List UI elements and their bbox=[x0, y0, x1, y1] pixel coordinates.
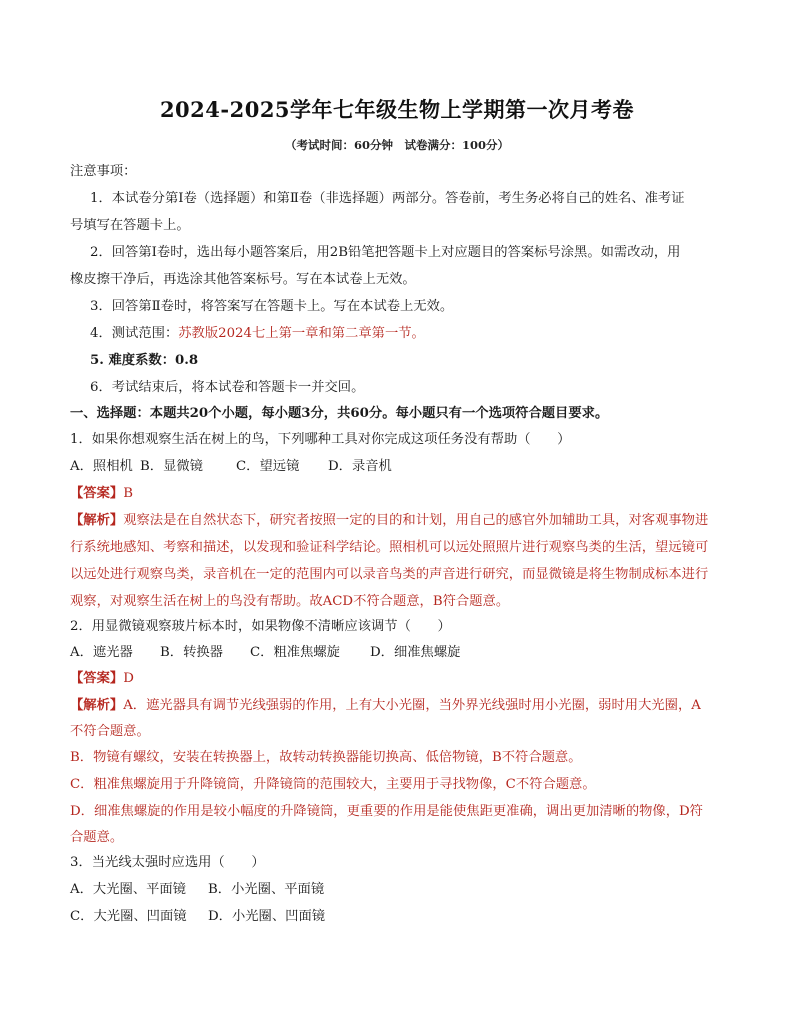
question-2-analysis-line-5: D．细准焦螺旋的作用是较小幅度的升降镜筒，更重要的作用是能使焦距更准确，调出更加清晰的物像，D符 bbox=[70, 804, 703, 819]
answer-tag: 【答案】 bbox=[70, 671, 124, 686]
question-1-analysis-line-4: 观察，对观察生活在树上的鸟没有帮助。故ACD不符合题意，B符合题意。 bbox=[70, 594, 510, 609]
option-a: A．遮光器 bbox=[70, 645, 133, 660]
question-1-answer bbox=[70, 484, 730, 504]
note-1-line-2: 号填写在答题卡上。 bbox=[70, 218, 190, 233]
question-2-options bbox=[70, 643, 730, 663]
question-2-analysis-line-2: 不符合题意。 bbox=[70, 724, 150, 739]
question-1-analysis-line-2: 行系统地感知、考察和描述，以发现和验证科学结论。照相机可以远处照照片进行观察鸟类的生活，望远镜可 bbox=[70, 540, 709, 555]
question-1-analysis-line-3: 以远处进行观察鸟类，录音机在一定的范围内可以录音鸟类的声音进行研究，而显微镜是将生物制成标本进行 bbox=[70, 567, 709, 582]
question-2-analysis-line-3: B．物镜有螺纹，安装在转换器上，故转动转换器能切换高、低倍物镜，B不符合题意。 bbox=[70, 750, 582, 765]
note-4-scope: 苏教版2024七上第一章和第二章第一节。 bbox=[178, 326, 425, 341]
note-6: 6．考试结束后，将本试卷和答题卡一并交回。 bbox=[90, 380, 365, 395]
section-heading: 一、选择题：本题共20个小题，每小题3分，共60分。每小题只有一个选项符合题目要求。 bbox=[70, 406, 609, 421]
note-2-line-2: 橡皮擦干净后，再选涂其他答案标号。写在本试卷上无效。 bbox=[70, 272, 416, 287]
question-2-stem: 2．用显微镜观察玻片标本时，如果物像不清晰应该调节（ ） bbox=[70, 619, 451, 634]
note-4-prefix: 4．测试范围： bbox=[90, 326, 179, 341]
question-3-stem: 3．当光线太强时应选用（ ） bbox=[70, 855, 265, 870]
option-a: A．照相机 bbox=[70, 459, 133, 474]
answer-tag: 【答案】 bbox=[70, 486, 124, 501]
option-b: B．显微镜 bbox=[140, 459, 203, 474]
option-c: C．粗准焦螺旋 bbox=[250, 645, 340, 660]
option-c: C．大光圈、凹面镜 bbox=[70, 909, 187, 924]
option-d: D．小光圈、凹面镜 bbox=[208, 909, 326, 924]
note-4 bbox=[90, 324, 730, 344]
option-d: D．录音机 bbox=[328, 459, 392, 474]
option-c: C．望远镜 bbox=[236, 459, 300, 474]
question-3-options-row-2 bbox=[70, 907, 730, 927]
question-2-analysis-line-4: C．粗准焦螺旋用于升降镜筒，升降镜筒的范围较大，主要用于寻找物像，C不符合题意。 bbox=[70, 777, 596, 792]
option-a: A．大光圈、平面镜 bbox=[70, 882, 186, 897]
answer-value: B bbox=[123, 486, 133, 501]
note-3: 3．回答第Ⅱ卷时，将答案写在答题卡上。写在本试卷上无效。 bbox=[90, 299, 454, 314]
question-1-options bbox=[70, 457, 730, 477]
question-1-stem: 1．如果你想观察生活在树上的鸟，下列哪种工具对你完成这项任务没有帮助（ ） bbox=[70, 432, 571, 447]
note-2-line-1: 2．回答第Ⅰ卷时，选出每小题答案后，用2B铅笔把答题卡上对应题目的答案标号涂黑。如需改动，用 bbox=[90, 245, 681, 260]
question-2-answer bbox=[70, 669, 730, 689]
analysis-tag: 【解析】 bbox=[70, 513, 124, 528]
page-subtitle: （考试时间：60分钟 试卷满分：100分） bbox=[284, 138, 509, 152]
question-3-options-row-1 bbox=[70, 880, 730, 900]
question-2-analysis-line-6: 合题意。 bbox=[70, 830, 124, 845]
question-2-analysis-line-1 bbox=[70, 696, 730, 716]
question-1-analysis-line-1 bbox=[70, 511, 730, 531]
note-1-line-1: 1．本试卷分第Ⅰ卷（选择题）和第Ⅱ卷（非选择题）两部分。答卷前，考生务必将自己的姓名、准考证 bbox=[90, 191, 685, 206]
option-b: B．转换器 bbox=[160, 645, 223, 660]
option-b: B．小光圈、平面镜 bbox=[208, 882, 325, 897]
notes-heading: 注意事项： bbox=[70, 164, 137, 179]
answer-value: D bbox=[123, 671, 134, 686]
note-5: 5. 难度系数：0.8 bbox=[90, 353, 199, 368]
page-title: 2024-2025学年七年级生物上学期第一次月考卷 bbox=[159, 97, 635, 122]
option-d: D．细准焦螺旋 bbox=[370, 645, 461, 660]
analysis-tag: 【解析】 bbox=[70, 698, 124, 713]
analysis-text: 观察法是在自然状态下，研究者按照一定的目的和计划，用自己的感官外加辅助工具，对客观事物进 bbox=[123, 513, 709, 528]
analysis-text: A．遮光器具有调节光线强弱的作用，上有大小光圈，当外界光线强时用小光圈，弱时用大光圈，A bbox=[123, 698, 701, 713]
